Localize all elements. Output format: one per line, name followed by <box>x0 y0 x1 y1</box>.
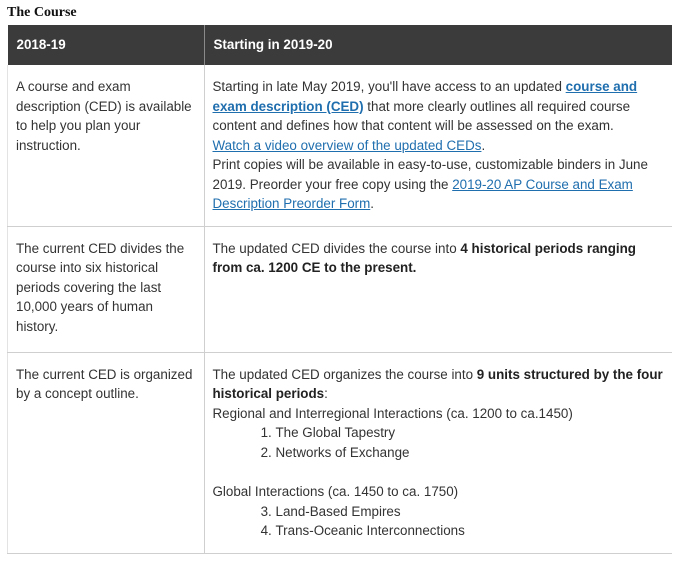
table-row <box>8 226 673 352</box>
table-row <box>8 65 673 226</box>
row-1-updated <box>204 65 672 226</box>
table-header-row <box>8 25 673 65</box>
preorder-link-period: . <box>370 196 374 211</box>
table-row <box>8 352 673 553</box>
row-1-text-a: Starting in late May 2019, you'll have access to an updated <box>212 79 566 94</box>
list-item: 2. Networks of Exchange <box>276 443 667 463</box>
row-2-updated <box>204 226 672 352</box>
row-1-text-b: that more clearly outlines all required course content and defines how that content will be assessed on the exam. <box>212 98 631 133</box>
video-link-period: . <box>481 137 486 153</box>
row-2-current: The current CED divides the course into six historical periods covering the last 10,000 years of human history. <box>8 226 205 352</box>
unit-list-1 <box>213 423 667 462</box>
row-1-current: A course and exam description (CED) is available to help you plan your instruction. <box>8 65 205 226</box>
header-2019-20: Starting in 2019-20 <box>204 25 672 65</box>
row-3-current: The current CED is organized by a concept outline. <box>8 352 205 553</box>
unit-list-2 <box>213 502 667 541</box>
ced-link[interactable]: course and exam description (CED) <box>212 79 638 114</box>
spacer <box>213 462 667 482</box>
row-2-text: The updated CED divides the course into <box>212 240 461 256</box>
row-3-bold: 9 units structured by the four historical periods <box>212 366 663 401</box>
list-item: 1. The Global Tapestry <box>276 423 667 443</box>
row-3-text: The updated CED organizes the course into <box>212 366 477 382</box>
preorder-form-link[interactable]: 2019-20 AP Course and Exam Description Preorder Form <box>212 176 633 211</box>
row-3-updated <box>204 352 672 553</box>
section-title: The Course <box>7 5 77 20</box>
row-1-text-c: Print copies will be available in easy-to-use, customizable binders in June 2019. Preorder your free copy using the <box>212 157 648 192</box>
header-2018-19: 2018-19 <box>8 25 205 65</box>
list-item: 3. Land-Based Empires <box>276 502 667 522</box>
video-overview-link[interactable]: Watch a video overview of the updated CEDs <box>212 137 482 153</box>
period-group-1-title: Regional and Interregional Interactions (ca. 1200 to ca.1450) <box>212 405 573 421</box>
row-2-bold: 4 historical periods ranging from ca. 1200 CE to the present. <box>212 240 636 275</box>
course-comparison-table <box>7 25 672 554</box>
row-3-colon: : <box>324 386 328 401</box>
period-group-2-title: Global Interactions (ca. 1450 to ca. 1750) <box>212 484 459 499</box>
list-item: 4. Trans-Oceanic Interconnections <box>276 521 667 541</box>
